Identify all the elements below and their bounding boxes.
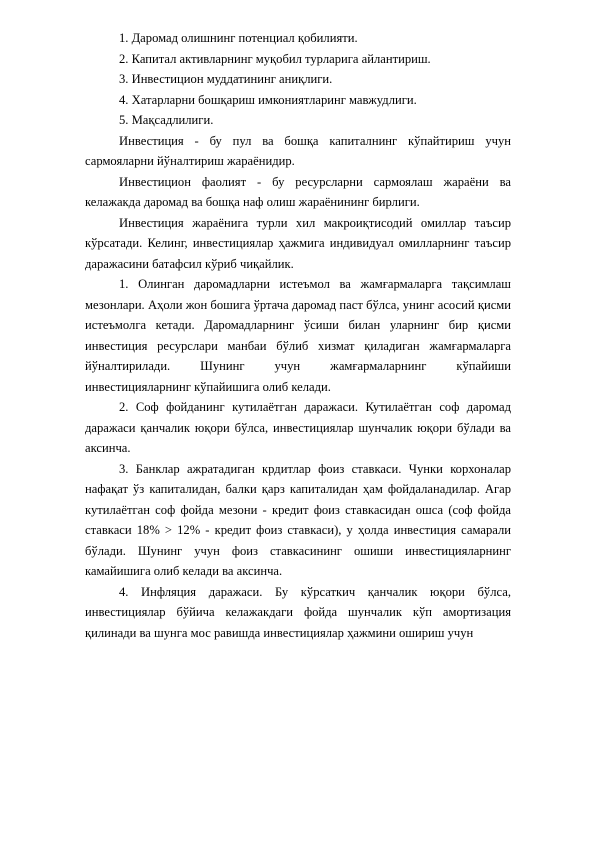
list-item-1: 1. Даромад олишнинг потенциал қобилияти. <box>119 31 358 45</box>
paragraph-factor-1: 1. Олинган даромадларни истеъмол ва жамғармаларга тақсимлаш мезонлари. Аҳоли жон бошига ўртача даромад паст бўлса, унинг асосий қисми истеъмолга кетади. Даромадларнинг ўсиши билан уларнинг бир қисми инвестиция ресурслари манбаи бўлиб хизмат қиладиган жамғармаларга йўналтирилади. Шунинг учун жамғармаларнинг кўпайиши инвестицияларнинг кўпайишига олиб келади. <box>85 277 511 394</box>
paragraph-investment-definition: Инвестиция - бу пул ва бошқа капиталнинг кўпайтириш учун сармояларни йўналтириш жараёнидир. <box>85 133 511 168</box>
list-item-3: 3. Инвестицион муддатининг аниқлиги. <box>119 72 333 86</box>
paragraph-factor-3: 3. Банклар ажратадиган крдитлар фоиз ставкаси. Чунки корхоналар нафақат ўз капиталидан, балки қарз капиталидан ҳам фойдаланадилар. Агар кутилаётган соф фойда мезони - кредит фоиз ставкасидан ошса (соф фойда ставкаси 18% > 12% - кредит фоиз ставкаси), у ҳолда инвестиция самарали бўлади. Шунинг учун фоиз ставкасининг ошиши инвестицияларнинг камайишига олиб келади ва аксинча. <box>85 461 511 578</box>
paragraph-investment-activity: Инвестицион фаолият - бу ресурсларни сармоялаш жараёни ва келажакда даромад ва бошқа наф олиш жараёнининг бирлиги. <box>85 174 511 209</box>
list-item-2: 2. Капитал активларнинг муқобил турларига айлантириш. <box>119 51 431 66</box>
paragraph-factor-2: 2. Соф фойданинг кутилаётган даражаси. Кутилаётган соф даромад даражаси қанчалик юқори бўлса, инвестициялар шунчалик юқори бўлади ва аксинча. <box>85 400 511 455</box>
list-item-4: 4. Хатарларни бошқариш имкониятларинг мавжудлиги. <box>119 92 417 107</box>
list-item-5: 5. Мақсадлилиги. <box>119 113 214 127</box>
paragraph-factor-4: 4. Инфляция даражаси. Бу кўрсаткич қанчалик юқори бўлса, инвестициялар бўйича келажакдаги фойда шунчалик кўп амортизация қилинади ва шунга мос равишда инвестициялар ҳажмини ошириш учун <box>85 584 511 640</box>
paragraph-macro-factors: Инвестиция жараёнига турли хил макроиқтисодий омиллар таъсир кўрсатади. Келинг, инвестициялар ҳажмига индивидуал омилларнинг таъсир даражасини батафсил кўриб чиқайлик. <box>85 215 511 271</box>
document-body <box>85 28 511 643</box>
